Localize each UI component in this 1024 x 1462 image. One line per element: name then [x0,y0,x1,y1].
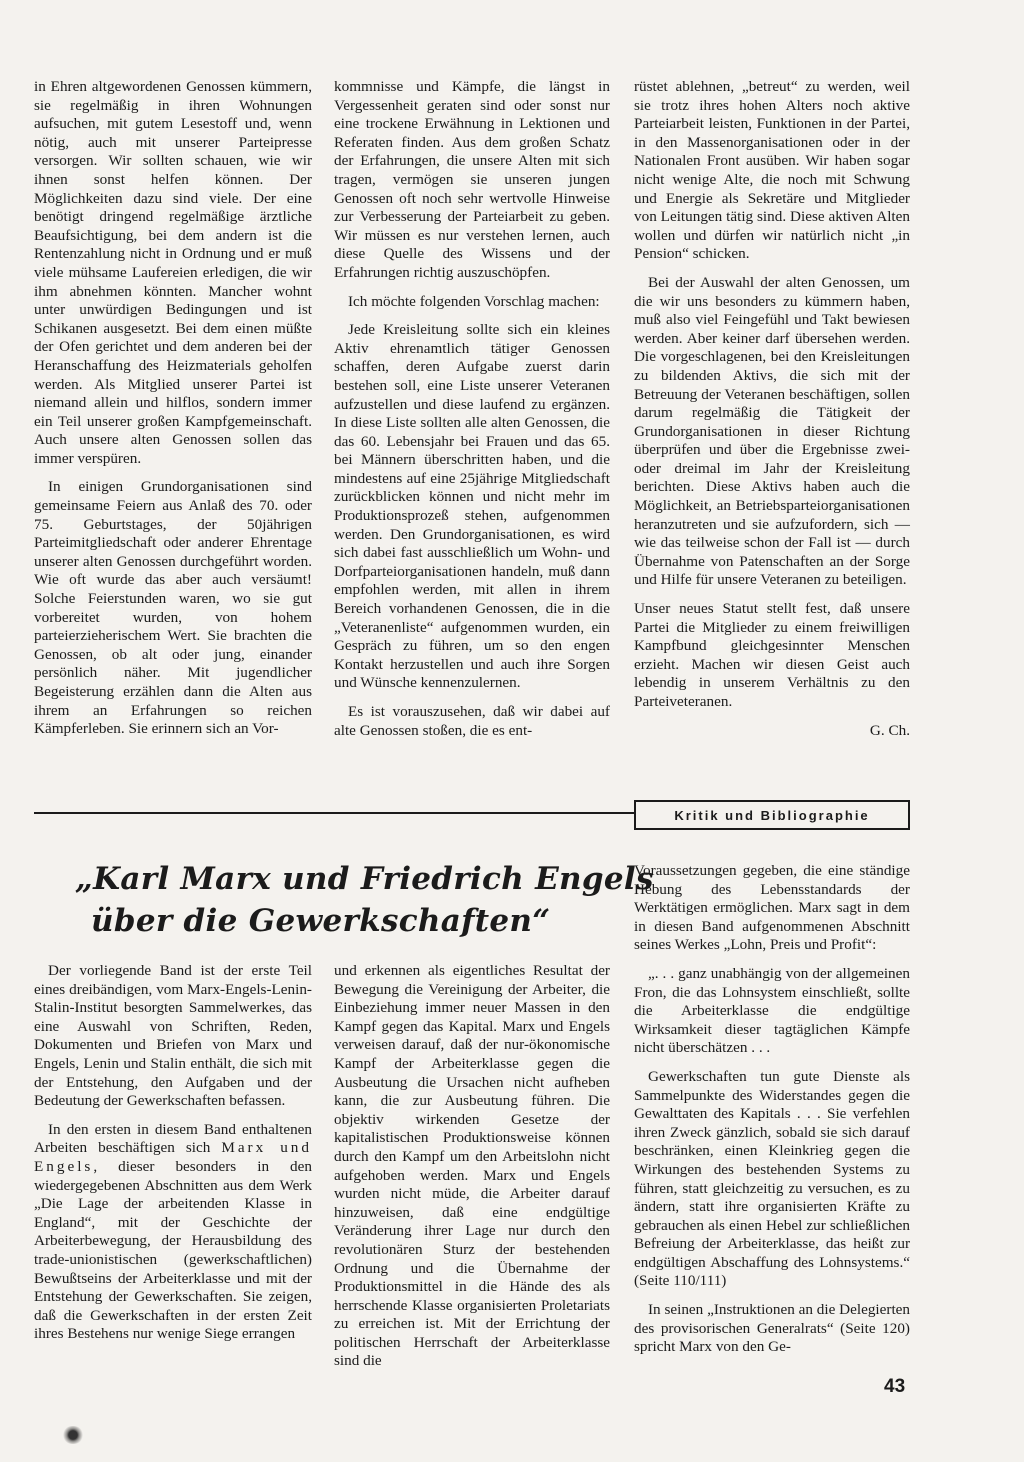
section-divider [34,812,636,814]
paragraph: Ich möchte folgenden Vorschlag machen: [348,292,600,310]
quotation: Gewerkschaften tun gute Dienste als Sammelpunkte des Widerstandes gegen die Gewalttaten des Kapitals . . . Sie verfehlen ihren Zweck gänzlich, sobald sie sich darauf beschränken, einen Kleinkrieg gegen die Wirkungen des bestehenden Systems zu führen, statt gleichzeitig zu versuchen, es zu ändern, statt ihre organisierten Kräfte zu gebrauchen als einen Hebel zur schließlichen Befreiung der Arbeiterklasse, das heißt zur endgültigen Abschaffung des Lohnsystems.“ (Seite 110/111) [634,1067,910,1290]
paragraph-part: In den ersten in diesem Band enthaltenen Arbeiten beschäftigen sich [34,1120,312,1157]
page-number: 43 [884,1376,906,1397]
paragraph: In seinen „Instruktionen an die Delegierten des provisorischen Generalrats“ (Seite 120) spricht Marx von den Ge- [634,1301,910,1356]
paragraph: rüstet ablehnen, „betreut“ zu werden, weil sie trotz ihres hohen Alters noch aktive Parteiarbeit leisten, Funktionen in der Partei, in den Massenorganisationen oder in der Nationalen Front ausüben. Wir haben sogar nicht wenige Alte, die noch mit Schwung und Energie als Sekretäre und Mitglieder von Leitungen tätig sind. Diese aktiven Alten wollen und dürfen wir natürlich nicht „in Pension“ schicken. [634,78,910,263]
emphasized-names: Marx und Engels [34,1139,312,1175]
article-title-line-1: „Karl Marx und Friedrich Engels [75,861,654,897]
article-column-3 [634,862,910,1367]
top-column-2 [334,78,610,750]
author-signature: G. Ch. [869,721,910,739]
print-smudge [62,1426,84,1444]
section-label: Kritik und Bibliographie [634,800,910,830]
article-title-line-2: über die Gewerkschaften“ [91,903,551,939]
article-column-2 [334,962,610,1381]
paragraph: Voraussetzungen gegeben, die eine ständige Hebung des Lebensstandards der Werktätigen ermöglichen. Marx sagt in dem in diesen Band aufgenommenen Abschnitt seines Werkes „Lohn, Preis und Profit“: [634,862,910,954]
paragraph: Jede Kreisleitung sollte sich ein kleines Aktiv ehrenamtlich tätiger Genossen schaffen, deren Aufgabe zuerst darin bestehen soll, eine Liste unserer Veteranen aufzustellen und diese laufend zu ergänzen. In diese Liste sollten alle alten Genossen, die das 60. Lebensjahr bei Frauen und das 65. bei Männern überschritten haben, und die mindestens auf eine 25jährige Mitgliedschaft zurückblicken können und nicht mehr im Produktionsprozeß stehen, aufgenommen werden. Den Grundorganisationen, es wird sich dabei fast ausschließlich um Wohn- und Dorfparteiorganisationen handeln, muß dann empfohlen werden, mit allen in ihrem Bereich vorhandenen Genossen, die in die „Veteranenliste“ aufgenommen wurden, ein Gespräch zu führen, um so den engen Kontakt herzustellen und auch ihre Sorgen und Wünsche kennenzulernen. [334,321,610,692]
article-title [75,858,654,942]
paragraph: in Ehren altgewordenen Genossen kümmern, sie regelmäßig in ihren Wohnungen aufsuchen, mit gutem Lesestoff und, wenn nötig, auch mit unserer Parteipresse versorgen. Wir sollten schauen, wie wir ihnen sonst helfen können. Der Möglichkeiten dazu sind viele. Der eine benötigt dringend regelmäßige ärztliche Beaufsichtigung, bei dem andern ist die Rentenzahlung nicht in Ordnung und er muß viele mühsame Laufereien erledigen, die wir ihm abnehmen könnten. Mancher wohnt unter unwürdigen Bedingungen und ist Schikanen ausgesetzt. Bei dem einen müßte der Ofen gerichtet und dem anderen bei der Heranschaffung des Heizmaterials geholfen werden. Als Mitglied unserer Partei ist niemand allein und hilflos, sondern immer ein Teil unserer großen Kampfgemeinschaft. Auch unsere alten Genossen sollen das immer verspüren. [34,78,312,467]
paragraph: kommnisse und Kämpfe, die längst in Vergessenheit geraten sind oder sonst nur eine trockene Erwähnung in Lektionen und Referaten finden. Aus dem großen Schatz der Erfahrungen, die unsere Alten mit sich tragen, vermögen sie unseren jungen Genossen oft noch sehr wertvolle Hinweise zur Verbesserung der Parteiarbeit zu geben. Wir müssen es nur verstehen lernen, auch diese Quelle des Wissens und der Erfahrungen richtig auszuschöpfen. [334,78,610,281]
paragraph: In einigen Grundorganisationen sind gemeinsame Feiern aus Anlaß des 70. oder 75. Geburtstages, der 50jährigen Parteimitgliedschaft oder anderer Ehrentage unserer alten Genossen durchgeführt worden. Wie oft wurde das aber auch versäumt! Solche Feierstunden waren, wo sie gut vorbereitet wurden, von hohem parteierzieherischem Wert. Sie brachten die Genossen, ob alt oder jung, einander persönlich näher. Mit jugendlicher Begeisterung erzählen dann die Alten aus ihrem an Erfahrungen so reichen Kämpferleben. Sie erinnern sich an Vor- [34,478,312,738]
paragraph: und erkennen als eigentliches Resultat der Bewegung die Vereinigung der Arbeiter, die Einbeziehung immer neuer Massen in den Kampf gegen das Kapital. Marx und Engels verweisen darauf, daß der nur-ökonomische Kampf der Arbeiterklasse gegen die Ausbeutung die Ursachen nicht aufheben kann, die zur Ausbeutung führen. Die objektiv wirkenden Gesetze der kapitalistischen Produktionsweise können durch den Kampf um den Arbeitslohn nicht aufgehoben werden. Marx und Engels wurden nicht müde, die Arbeiter darauf hinzuweisen, daß eine endgültige Veränderung ihrer Lage nur durch den revolutionären Sturz der bestehenden Ordnung und die Übernahme der Produktionsmittel in die Hände des als herrschende Klasse organisierten Proletariats zu erreichen ist. Mit der Errichtung der politischen Herrschaft der Arbeiterklasse sind die [334,962,610,1370]
article-column-1 [34,962,312,1354]
quotation: „. . . ganz unabhängig von der allgemeinen Fron, die das Lohnsystem einschließt, sollte die Arbeiterklasse die endgültige Wirksamkeit dieser tagtäglichen Kämpfe nicht überschätzen . . . [634,964,910,1057]
paragraph: Bei der Auswahl der alten Genossen, um die wir uns besonders zu kümmern haben, muß also viel Feingefühl und Takt bewiesen werden. Aber keiner darf übersehen werden. Die vorgeschlagenen, bei den Kreisleitungen zu bildenden Aktivs, die sich mit der Betreuung der Veteranen beschäftigen, sollen darum regelmäßig die Tätigkeit der Grundorganisationen in dieser Richtung überprüfen und über die Ergebnisse zwei- oder dreimal im Jahr der Kreisleitung berichten. Diese Aktivs haben auch die Möglichkeit, an Betriebsparteiorganisationen heranzutreten und sie aufzufordern, sich — wie das teilweise schon der Fall ist — durch Übernahme von Patenschaften an der Sorge und Hilfe für unsere Veteranen zu beteiligen. [634,273,910,589]
top-column-3 [634,78,910,750]
paragraph-part: , dieser besonders in den wiedergegebenen Abschnitten aus dem Werk „Die Lage der arbeitenden Klasse in England“, mit der Geschichte der Arbeiterbewegung, der Herausbildung des trade-unionistischen (gewerkschaftlichen) Bewußtseins der Arbeiterklasse und mit der Entstehung der Gewerkschaften. Sie zeigen, daß die Gewerkschaften in der ersten Zeit ihres Bestehens nur wenige Siege errangen [34,1157,312,1343]
paragraph: Es ist vorauszusehen, daß wir dabei auf alte Genossen stoßen, die es ent- [334,703,610,739]
paragraph: Unser neues Statut stellt fest, daß unsere Partei die Mitglieder zu einem freiwilligen Kampfbund gleichgesinnter Menschen erzieht. Machen wir diesen Geist auch lebendig in unserem Verhältnis zu den Parteiveteranen. [634,600,910,710]
top-column-1 [34,78,312,749]
paragraph: Der vorliegende Band ist der erste Teil eines dreibändigen, vom Marx-Engels-Lenin-Stalin-Institut besorgten Sammelwerkes, das eine Auswahl von Schriften, Reden, Dokumenten und Briefen von Marx und Engels, Lenin und Stalin enthält, die sich mit der Entstehung, den Aufgaben und der Bedeutung der Gewerkschaften befassen. [34,962,312,1110]
paragraph [34,1121,312,1344]
